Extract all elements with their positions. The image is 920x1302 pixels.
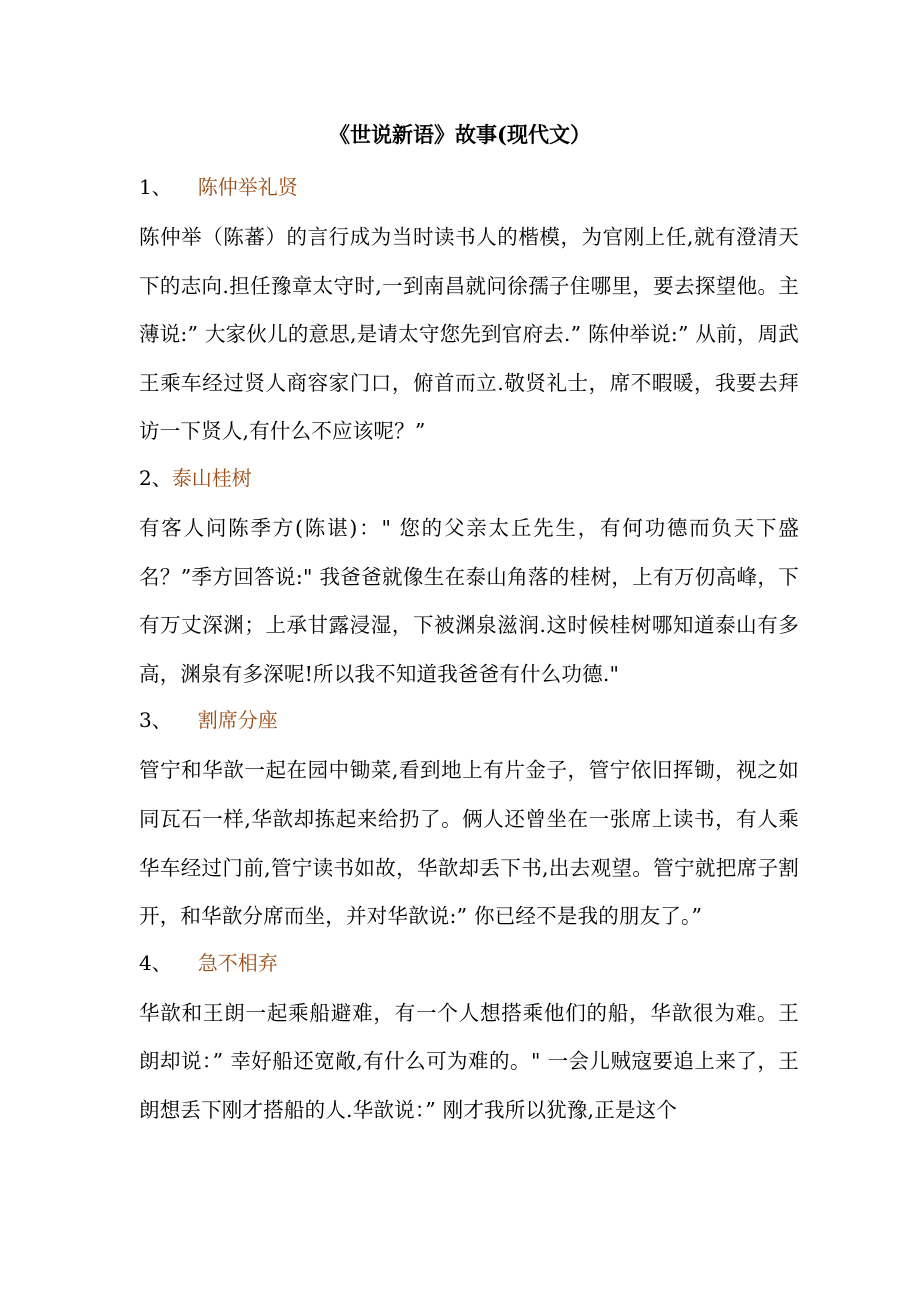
- story-number: 4、: [139, 950, 172, 975]
- story-1: [139, 167, 799, 456]
- story-title: 泰山桂树: [171, 465, 252, 490]
- story-body: 华歆和王朗一起乘船避难，有一个人想搭乘他们的船，华歆很为难。王朗却说：” 幸好船还宽敞,有什么可为难的。" 一会儿贼寇要追上来了，王朗想丢下刚才搭船的人.华歆说：” 刚才我所以犹豫,正是这个: [139, 1000, 799, 1122]
- story-number: 2、: [139, 465, 172, 490]
- story-heading: [139, 458, 799, 498]
- story-body: 管宁和华歆一起在园中锄菜,看到地上有片金子，管宁依旧挥锄，视之如同瓦石一样,华歆却拣起来给扔了。俩人还曾坐在一张席上读书，有人乘华车经过门前,管宁读书如故，华歆却丢下书,出去观望。管宁就把席子割开，和华歆分席而坐，并对华歆说:” 你已经不是我的朋友了。”: [139, 758, 799, 929]
- story-heading: [139, 167, 799, 207]
- story-body: 陈仲举（陈蕃）的言行成为当时读书人的楷模，为官刚上任,就有澄清天下的志向.担任豫章太守时,一到南昌就问徐孺子住哪里，要去探望他。主薄说:” 大家伙儿的意思,是请太守您先到官府去.” 陈仲举说:” 从前，周武王乘车经过贤人商容家门口，俯首而立.敬贤礼士，席不暇暖，我要去拜访一下贤人,有什么不应该呢？”: [139, 225, 799, 444]
- story-number: 3、: [139, 708, 172, 733]
- story-2: [139, 458, 799, 698]
- story-heading: [139, 700, 799, 740]
- story-heading: [139, 943, 799, 983]
- story-4: [139, 943, 799, 1135]
- story-title: 割席分座: [197, 708, 278, 733]
- document-title: 《世说新语》故事(现代文）: [329, 122, 591, 147]
- story-title: 陈仲举礼贤: [197, 175, 298, 199]
- story-body: 有客人问陈季方(陈谌)：" 您的父亲太丘先生，有何功德而负天下盛名？”季方回答说:" 我爸爸就像生在泰山角落的桂树，上有万仞高峰，下有万丈深渊；上承甘露浸湿，下被渊泉滋润.这时候桂树哪知道泰山有多高，渊泉有多深呢!所以我不知道我爸爸有什么功德.": [139, 515, 799, 686]
- story-list: [139, 167, 799, 1137]
- story-3: [139, 700, 799, 940]
- story-number: 1、: [139, 175, 172, 199]
- story-title: 急不相弃: [197, 950, 278, 975]
